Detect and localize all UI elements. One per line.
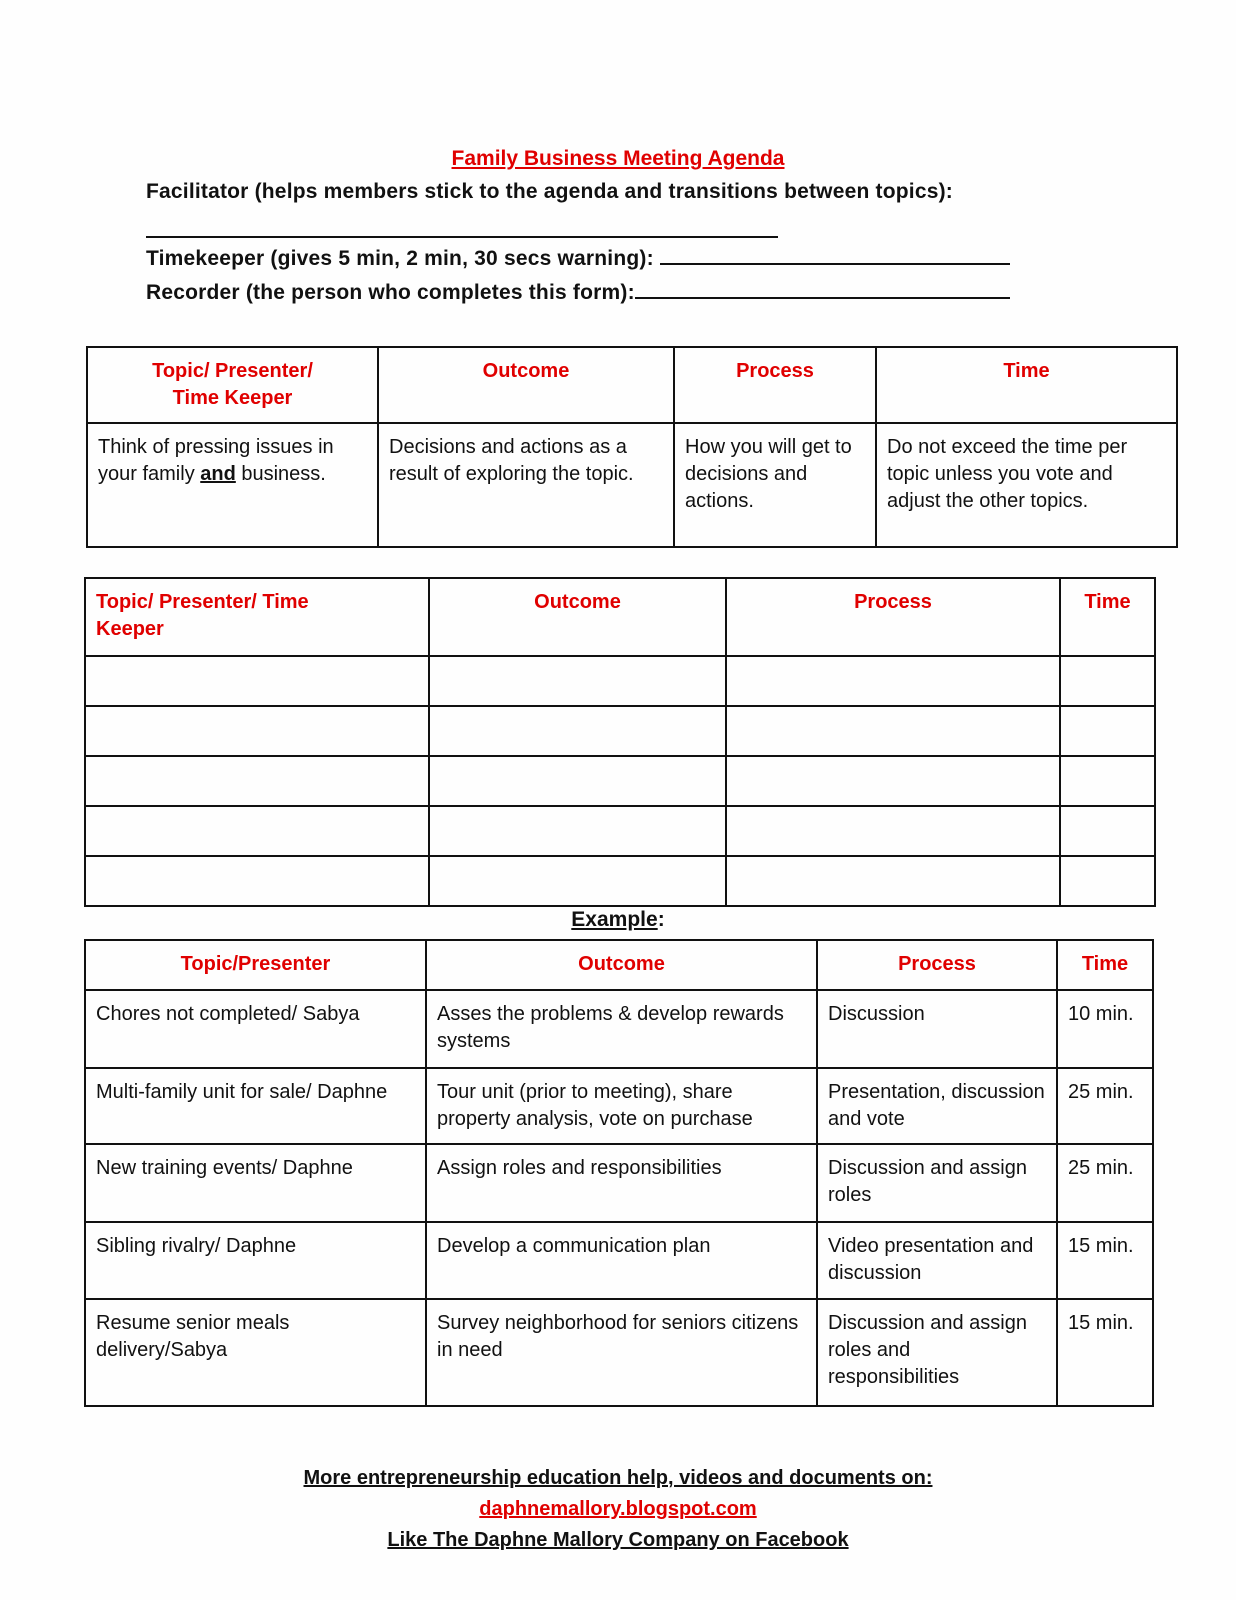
example-row (85, 990, 1153, 1068)
example-row (85, 1068, 1153, 1144)
blank-header-topic: Topic/ Presenter/ Time Keeper (85, 578, 429, 656)
blank-topic-cell[interactable] (85, 756, 429, 806)
example-outcome-cell: Survey neighborhood for seniors citizens in need (426, 1299, 817, 1406)
guide-topic-cell (87, 423, 378, 547)
guide-header-process: Process (674, 347, 876, 423)
blank-row (85, 806, 1155, 856)
blank-topic-cell[interactable] (85, 706, 429, 756)
footer-promo: More entrepreneurship education help, videos and documents on: (303, 1467, 933, 1489)
footer-facebook[interactable]: Like The Daphne Mallory Company on Facebook (387, 1529, 849, 1551)
example-header-topic: Topic/Presenter (85, 940, 426, 990)
blank-outcome-cell[interactable] (429, 656, 726, 706)
timekeeper-blank[interactable] (660, 263, 1010, 265)
blank-agenda-table (84, 577, 1156, 907)
blank-header-outcome: Outcome (429, 578, 726, 656)
example-time-cell: 25 min. (1057, 1068, 1153, 1144)
example-topic-cell: Resume senior meals delivery/Sabya (85, 1299, 426, 1406)
example-row (85, 1222, 1153, 1299)
example-process-cell: Discussion and assign roles (817, 1144, 1057, 1222)
blank-topic-cell[interactable] (85, 656, 429, 706)
blank-process-cell[interactable] (726, 756, 1060, 806)
facilitator-label: Facilitator (helps members stick to the agenda and transitions between topics): (146, 180, 953, 203)
blank-time-cell[interactable] (1060, 756, 1155, 806)
example-process-cell: Video presentation and discussion (817, 1222, 1057, 1299)
blank-topic-cell[interactable] (85, 806, 429, 856)
guide-topic-text-end: business. (235, 463, 326, 485)
guide-header-time: Time (876, 347, 1177, 423)
guide-time-cell: Do not exceed the time per topic unless you vote and adjust the other topics. (876, 423, 1177, 547)
example-table (84, 939, 1154, 1407)
example-header-process: Process (817, 940, 1057, 990)
blank-topic-cell[interactable] (85, 856, 429, 906)
blank-row (85, 706, 1155, 756)
blank-row (85, 756, 1155, 806)
blank-row (85, 656, 1155, 706)
example-time-cell: 15 min. (1057, 1299, 1153, 1406)
guide-outcome-cell: Decisions and actions as a result of exploring the topic. (378, 423, 674, 547)
example-row (85, 1299, 1153, 1406)
example-topic-cell: Chores not completed/ Sabya (85, 990, 426, 1068)
blank-time-cell[interactable] (1060, 706, 1155, 756)
blank-process-cell[interactable] (726, 706, 1060, 756)
blank-outcome-cell[interactable] (429, 856, 726, 906)
blank-time-cell[interactable] (1060, 856, 1155, 906)
blank-header-process: Process (726, 578, 1060, 656)
timekeeper-label: Timekeeper (gives 5 min, 2 min, 30 secs warning): (146, 247, 654, 270)
example-topic-cell: Multi-family unit for sale/ Daphne (85, 1068, 426, 1144)
facilitator-blank[interactable] (146, 236, 778, 238)
blank-row (85, 856, 1155, 906)
example-outcome-cell: Develop a communication plan (426, 1222, 817, 1299)
guide-table (86, 346, 1178, 548)
example-colon: : (657, 908, 665, 931)
blank-outcome-cell[interactable] (429, 806, 726, 856)
example-topic-cell: Sibling rivalry/ Daphne (85, 1222, 426, 1299)
blank-outcome-cell[interactable] (429, 756, 726, 806)
blank-outcome-cell[interactable] (429, 706, 726, 756)
guide-process-cell: How you will get to decisions and actions. (674, 423, 876, 547)
example-time-cell: 15 min. (1057, 1222, 1153, 1299)
guide-topic-emphasis: and (200, 463, 236, 485)
example-outcome-cell: Asses the problems & develop rewards systems (426, 990, 817, 1068)
example-row (85, 1144, 1153, 1222)
guide-header-topic: Topic/ Presenter/ Time Keeper (87, 347, 378, 423)
recorder-blank[interactable] (635, 297, 1010, 299)
blank-time-cell[interactable] (1060, 656, 1155, 706)
recorder-row (146, 281, 1010, 305)
example-header-time: Time (1057, 940, 1153, 990)
example-topic-cell: New training events/ Daphne (85, 1144, 426, 1222)
blank-process-cell[interactable] (726, 856, 1060, 906)
example-header-outcome: Outcome (426, 940, 817, 990)
guide-topic-text: Think of pressing issues in your family (98, 436, 334, 485)
example-time-cell: 25 min. (1057, 1144, 1153, 1222)
example-outcome-cell: Tour unit (prior to meeting), share property analysis, vote on purchase (426, 1068, 817, 1144)
recorder-label: Recorder (the person who completes this form): (146, 281, 635, 304)
example-process-cell: Discussion and assign roles and responsibilities (817, 1299, 1057, 1406)
example-time-cell: 10 min. (1057, 990, 1153, 1068)
guide-header-outcome: Outcome (378, 347, 674, 423)
blank-process-cell[interactable] (726, 806, 1060, 856)
blank-process-cell[interactable] (726, 656, 1060, 706)
example-process-cell: Presentation, discussion and vote (817, 1068, 1057, 1144)
footer-blog-link[interactable]: daphnemallory.blogspot.com (479, 1498, 757, 1520)
document-title: Family Business Meeting Agenda (451, 147, 785, 170)
example-process-cell: Discussion (817, 990, 1057, 1068)
example-label: Example (571, 908, 658, 931)
blank-time-cell[interactable] (1060, 806, 1155, 856)
blank-header-time: Time (1060, 578, 1155, 656)
example-outcome-cell: Assign roles and responsibilities (426, 1144, 817, 1222)
timekeeper-row (146, 247, 1010, 271)
example-heading (0, 908, 1236, 932)
